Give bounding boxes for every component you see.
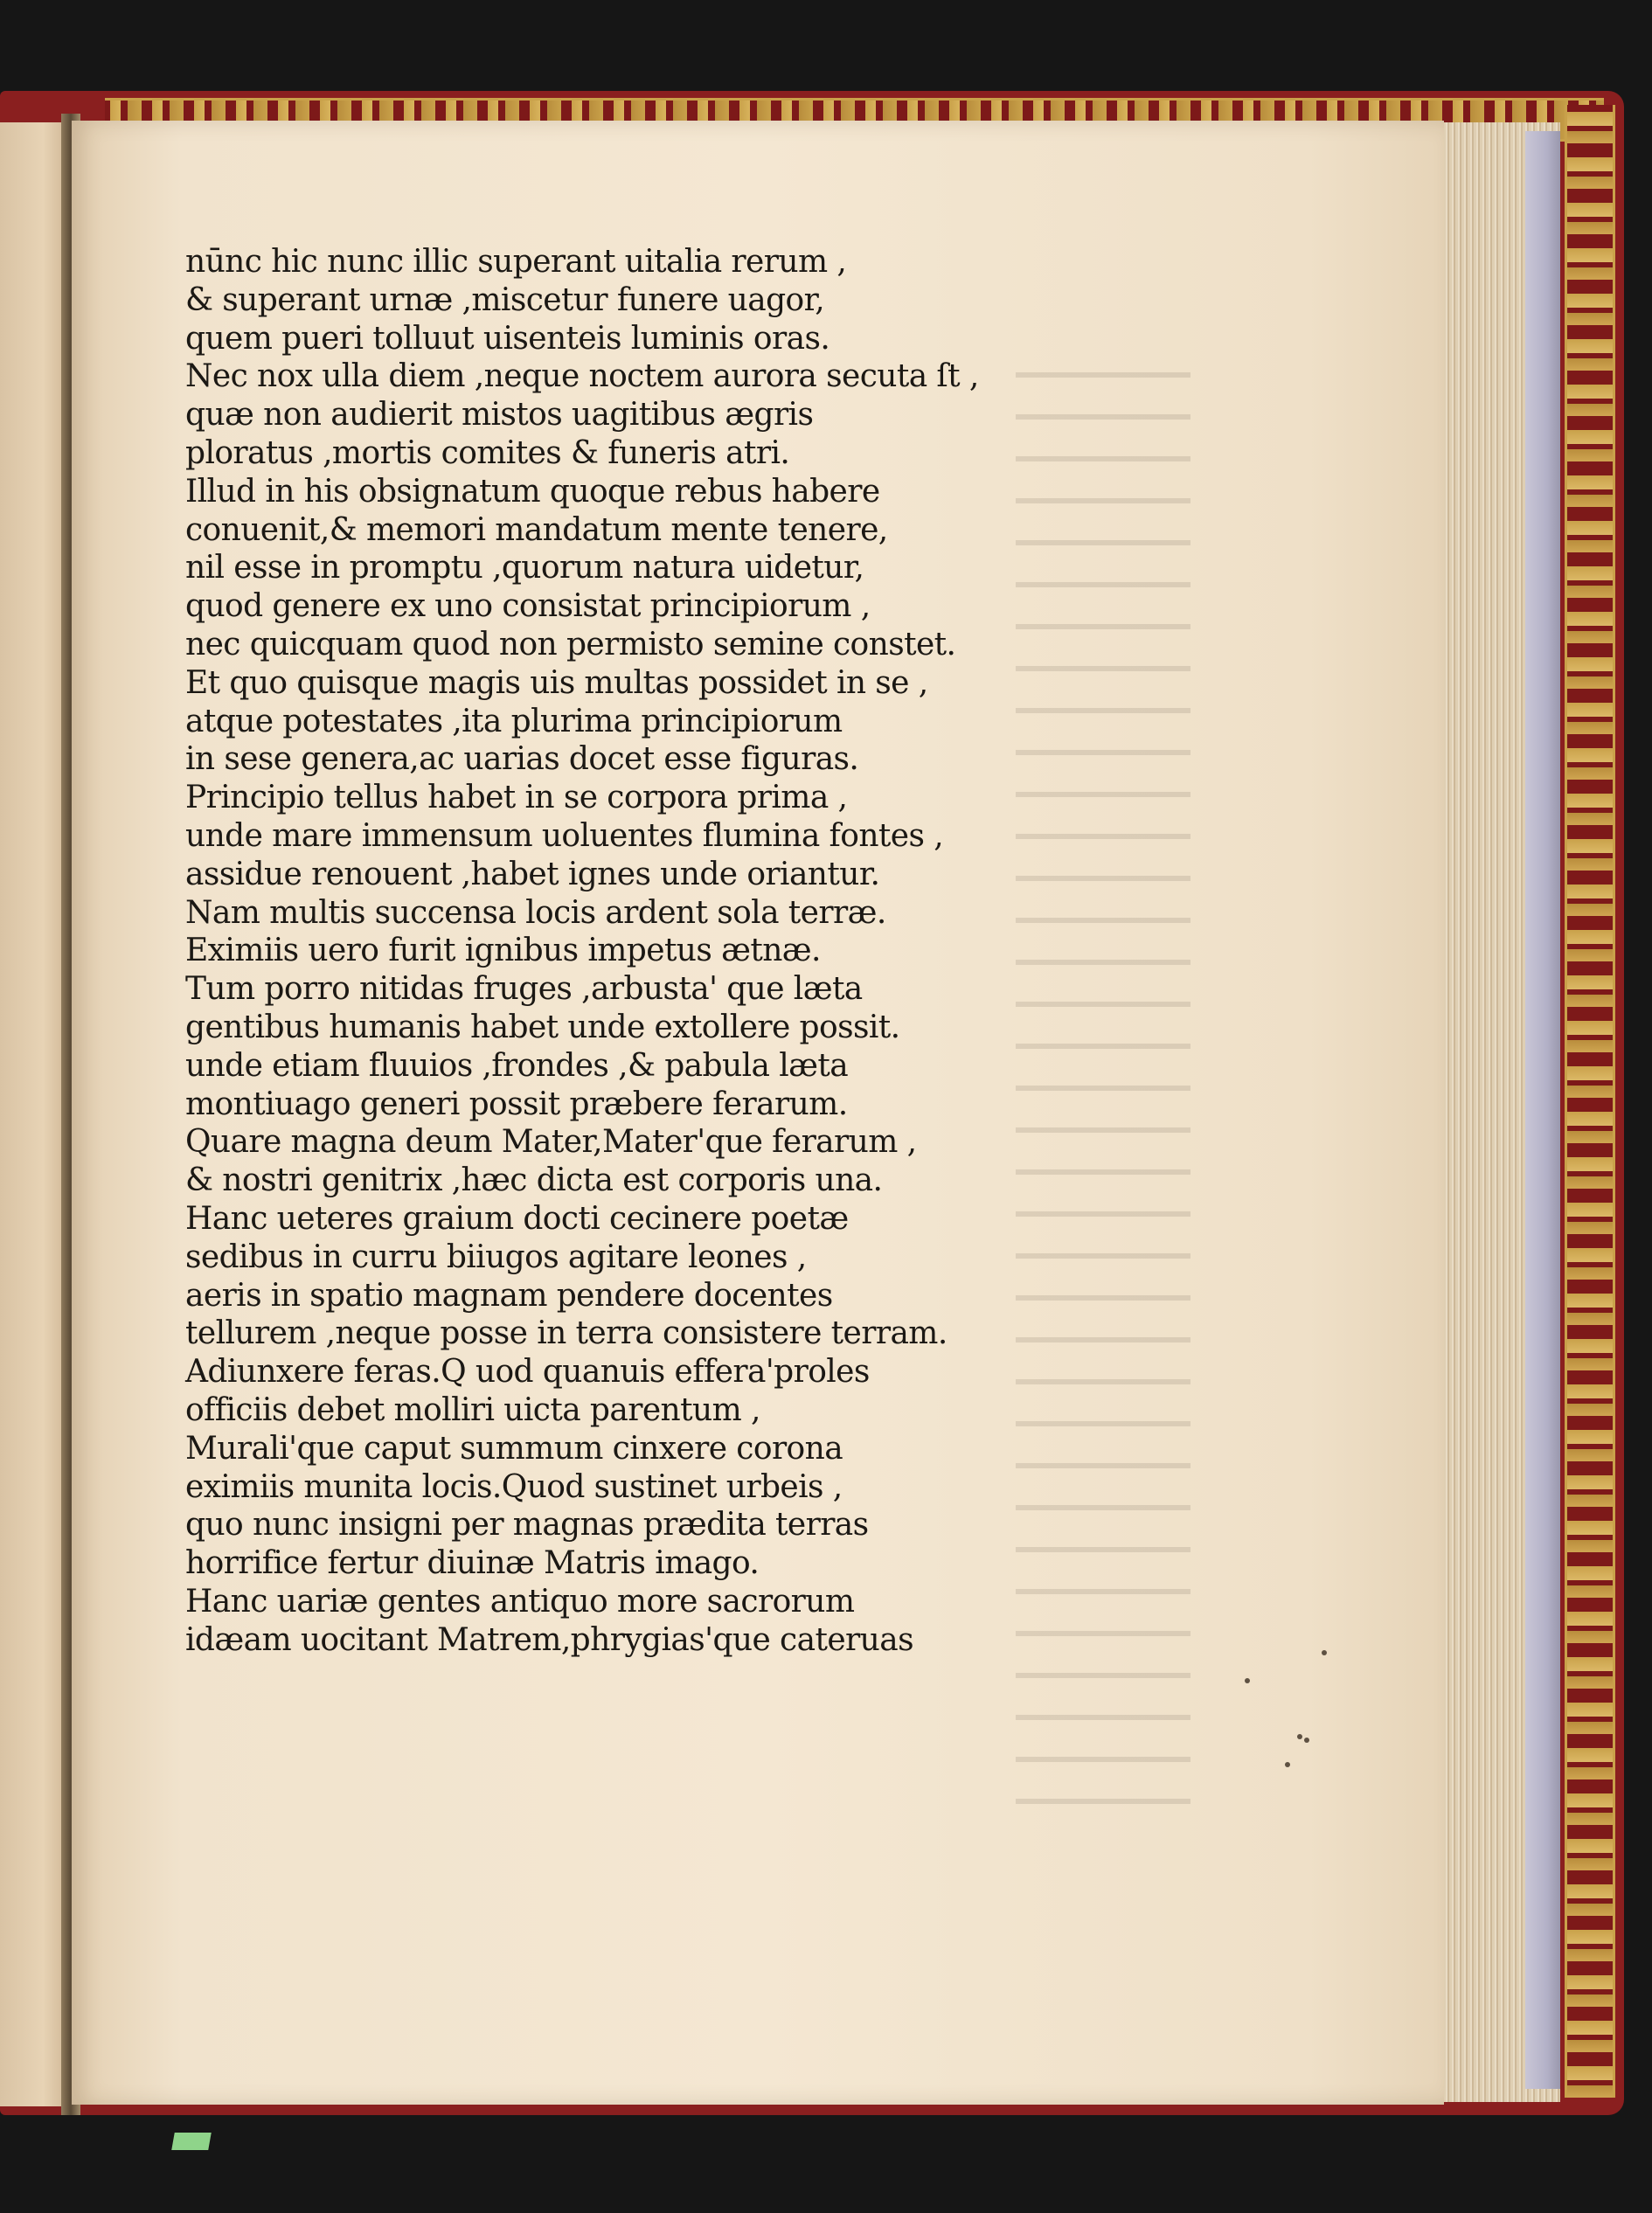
- text-line: assidue renouent ,habet ignes unde oriantur.: [185, 856, 880, 892]
- text-line: & nostri genitrix ,hæc dicta est corporis una.: [185, 1162, 883, 1199]
- text-line: eximiis munita locis.Quod sustinet urbeis ,: [185, 1468, 843, 1505]
- text-line: Et quo quisque magis uis multas possidet in se ,: [185, 664, 928, 701]
- gilt-border-right: [1565, 105, 1615, 2098]
- text-line: Nam multis succensa locis ardent sola terræ.: [185, 894, 886, 931]
- text-line: quem pueri tolluut uisenteis luminis oras.: [185, 320, 830, 357]
- text-line: tellurem ,neque posse in terra consistere terram.: [185, 1315, 947, 1352]
- text-line: ploratus ,mortis comites & funeris atri.: [185, 434, 790, 471]
- page-edge-tint: [1525, 131, 1560, 2089]
- text-line: & superant urnæ ,miscetur funere uagor,: [185, 281, 825, 318]
- text-line: conuenit,& memori mandatum mente tenere,: [185, 511, 888, 548]
- text-line: gentibus humanis habet unde extollere possit.: [185, 1009, 900, 1045]
- text-line: Hanc ueteres graium docti cecinere poetæ: [185, 1200, 849, 1237]
- text-line: Tum porro nitidas fruges ,arbusta' que læta: [185, 971, 863, 1008]
- text-line: Principio tellus habet in se corpora prima ,: [185, 780, 848, 816]
- text-line: Nec nox ulla diem ,neque noctem aurora secuta ſt ,: [185, 358, 979, 395]
- text-line: Adiunxere feras.Q uod quanuis effera'proles: [185, 1354, 870, 1391]
- paper-speck: [1285, 1762, 1290, 1767]
- text-line: officiis debet molliri uicta parentum ,: [185, 1391, 760, 1428]
- green-page-tab: [171, 2133, 212, 2150]
- text-line: Murali'que caput summum cinxere corona: [185, 1430, 843, 1467]
- text-line: nūnc hic nunc illic superant uitalia rerum ,: [185, 244, 847, 280]
- paper-speck: [1322, 1650, 1327, 1655]
- paper-speck: [1304, 1738, 1309, 1743]
- text-line: nec quicquam quod non permisto semine constet.: [185, 626, 956, 663]
- text-line: atque potestates ,ita plurima principiorum: [185, 703, 843, 739]
- text-line: idæam uocitant Matrem,phrygias'que cateruas: [185, 1621, 913, 1658]
- paper-speck: [1297, 1734, 1302, 1739]
- paper-speck: [1245, 1678, 1250, 1683]
- text-line: nil esse in promptu ,quorum natura uidetur,: [185, 550, 864, 586]
- text-line: Illud in his obsignatum quoque rebus habere: [185, 473, 880, 510]
- text-line: unde etiam fluuios ,frondes ,& pabula læta: [185, 1047, 849, 1084]
- text-line: unde mare immensum uoluentes flumina fontes ,: [185, 817, 944, 854]
- text-line: quæ non audierit mistos uagitibus ægris: [185, 397, 814, 434]
- text-line: Quare magna deum Mater,Mater'que ferarum ,: [185, 1124, 917, 1161]
- printed-verse-text: [185, 243, 1024, 1659]
- text-line: quo nunc insigni per magnas prædita terras: [185, 1507, 869, 1544]
- text-line: montiuago generi possit præbere ferarum.: [185, 1086, 848, 1122]
- show-through-text: [1016, 348, 1190, 1834]
- text-line: sedibus in curru biiugos agitare leones ,: [185, 1238, 807, 1275]
- text-line: quod genere ex uno consistat principiorum ,: [185, 588, 871, 625]
- text-line: aeris in spatio magnam pendere docentes: [185, 1277, 833, 1314]
- text-line: Hanc uariæ gentes antiquo more sacrorum: [185, 1583, 855, 1620]
- text-line: horrifice fertur diuinæ Matris imago.: [185, 1545, 760, 1582]
- text-line: in sese genera,ac uarias docet esse figuras.: [185, 741, 859, 778]
- text-line: Eximiis uero furit ignibus impetus ætnæ.: [185, 933, 821, 969]
